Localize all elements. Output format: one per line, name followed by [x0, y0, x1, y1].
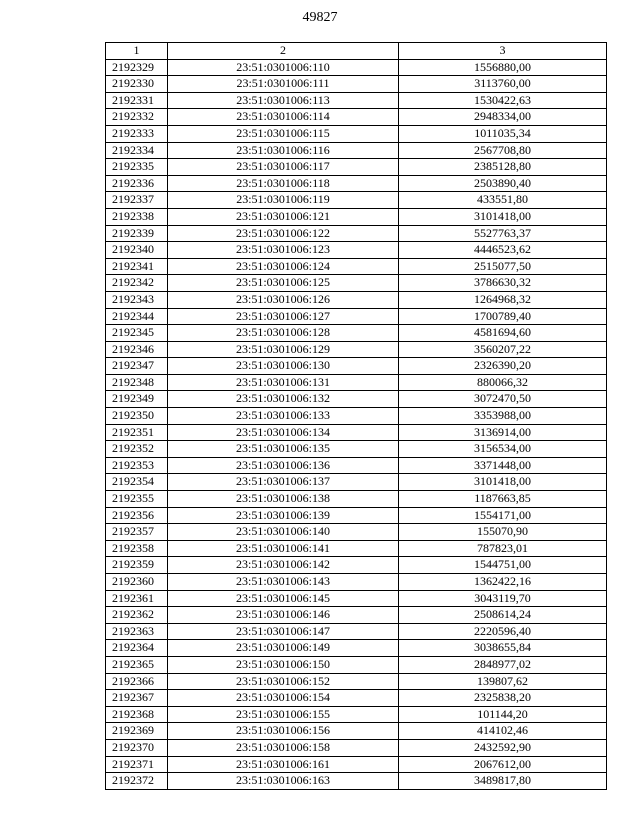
row-number-cell: 2192351	[106, 424, 168, 441]
table-row	[106, 308, 607, 325]
cadastral-value-cell: 4581694,60	[399, 325, 607, 342]
table-row	[106, 640, 607, 657]
table-row	[106, 574, 607, 591]
cadastral-number-cell: 23:51:0301006:161	[168, 756, 399, 773]
row-number-cell: 2192364	[106, 640, 168, 657]
cadastral-value-cell: 2508614,24	[399, 607, 607, 624]
cadastral-value-cell: 433551,80	[399, 192, 607, 209]
cadastral-value-cell: 2567708,80	[399, 142, 607, 159]
cadastral-value-cell: 1530422,63	[399, 92, 607, 109]
cadastral-value-cell: 2325838,20	[399, 690, 607, 707]
row-number-cell: 2192343	[106, 291, 168, 308]
table-row	[106, 291, 607, 308]
row-number-cell: 2192350	[106, 408, 168, 425]
table-row	[106, 208, 607, 225]
cadastral-number-cell: 23:51:0301006:114	[168, 109, 399, 126]
cadastral-number-cell: 23:51:0301006:122	[168, 225, 399, 242]
row-number-cell: 2192367	[106, 690, 168, 707]
cadastral-number-cell: 23:51:0301006:124	[168, 258, 399, 275]
table-row	[106, 125, 607, 142]
cadastral-value-cell: 3136914,00	[399, 424, 607, 441]
cadastral-value-cell: 2503890,40	[399, 175, 607, 192]
table-row	[106, 524, 607, 541]
cadastral-number-cell: 23:51:0301006:142	[168, 557, 399, 574]
cadastral-value-cell: 880066,32	[399, 374, 607, 391]
table-row	[106, 623, 607, 640]
table-row	[106, 341, 607, 358]
row-number-cell: 2192348	[106, 374, 168, 391]
table-row	[106, 457, 607, 474]
cadastral-value-cell: 3353988,00	[399, 408, 607, 425]
cadastral-value-cell: 2515077,50	[399, 258, 607, 275]
cadastral-number-cell: 23:51:0301006:125	[168, 275, 399, 292]
cadastral-value-cell: 2326390,20	[399, 358, 607, 375]
row-number-cell: 2192333	[106, 125, 168, 142]
cadastral-number-cell: 23:51:0301006:113	[168, 92, 399, 109]
table-row	[106, 258, 607, 275]
cadastral-number-cell: 23:51:0301006:145	[168, 590, 399, 607]
row-number-cell: 2192372	[106, 773, 168, 790]
cadastral-number-cell: 23:51:0301006:156	[168, 723, 399, 740]
table-row	[106, 441, 607, 458]
table-row	[106, 59, 607, 76]
table-row	[106, 391, 607, 408]
cadastral-number-cell: 23:51:0301006:163	[168, 773, 399, 790]
cadastral-value-cell: 3101418,00	[399, 208, 607, 225]
row-number-cell: 2192368	[106, 706, 168, 723]
cadastral-value-cell: 2067612,00	[399, 756, 607, 773]
cadastral-value-table	[105, 42, 607, 790]
table-row	[106, 225, 607, 242]
row-number-cell: 2192339	[106, 225, 168, 242]
cadastral-number-cell: 23:51:0301006:123	[168, 242, 399, 259]
cadastral-value-cell: 2848977,02	[399, 656, 607, 673]
row-number-cell: 2192363	[106, 623, 168, 640]
row-number-cell: 2192331	[106, 92, 168, 109]
cadastral-number-cell: 23:51:0301006:129	[168, 341, 399, 358]
cadastral-value-cell: 3101418,00	[399, 474, 607, 491]
table-row	[106, 557, 607, 574]
table-row	[106, 358, 607, 375]
cadastral-number-cell: 23:51:0301006:119	[168, 192, 399, 209]
table-row	[106, 175, 607, 192]
cadastral-value-cell: 1556880,00	[399, 59, 607, 76]
cadastral-number-cell: 23:51:0301006:155	[168, 706, 399, 723]
table-row	[106, 474, 607, 491]
cadastral-number-cell: 23:51:0301006:126	[168, 291, 399, 308]
table-row	[106, 773, 607, 790]
cadastral-value-cell: 101144,20	[399, 706, 607, 723]
cadastral-number-cell: 23:51:0301006:154	[168, 690, 399, 707]
cadastral-number-cell: 23:51:0301006:158	[168, 739, 399, 756]
row-number-cell: 2192349	[106, 391, 168, 408]
row-number-cell: 2192344	[106, 308, 168, 325]
cadastral-value-cell: 3156534,00	[399, 441, 607, 458]
cadastral-value-cell: 1554171,00	[399, 507, 607, 524]
cadastral-value-cell: 139807,62	[399, 673, 607, 690]
table-row	[106, 109, 607, 126]
row-number-cell: 2192366	[106, 673, 168, 690]
cadastral-number-cell: 23:51:0301006:130	[168, 358, 399, 375]
cadastral-value-cell: 3043119,70	[399, 590, 607, 607]
table-row	[106, 142, 607, 159]
row-number-cell: 2192356	[106, 507, 168, 524]
table-row	[106, 374, 607, 391]
cadastral-value-cell: 2432592,90	[399, 739, 607, 756]
cadastral-number-cell: 23:51:0301006:138	[168, 491, 399, 508]
row-number-cell: 2192354	[106, 474, 168, 491]
cadastral-number-cell: 23:51:0301006:134	[168, 424, 399, 441]
cadastral-value-cell: 1187663,85	[399, 491, 607, 508]
table-row	[106, 756, 607, 773]
cadastral-value-cell: 1362422,16	[399, 574, 607, 591]
table-row	[106, 325, 607, 342]
cadastral-number-cell: 23:51:0301006:150	[168, 656, 399, 673]
row-number-cell: 2192357	[106, 524, 168, 541]
cadastral-number-cell: 23:51:0301006:115	[168, 125, 399, 142]
cadastral-number-cell: 23:51:0301006:127	[168, 308, 399, 325]
cadastral-value-cell: 5527763,37	[399, 225, 607, 242]
table-row	[106, 159, 607, 176]
table-row	[106, 507, 607, 524]
row-number-cell: 2192355	[106, 491, 168, 508]
cadastral-number-cell: 23:51:0301006:128	[168, 325, 399, 342]
row-number-cell: 2192329	[106, 59, 168, 76]
cadastral-number-cell: 23:51:0301006:152	[168, 673, 399, 690]
cadastral-number-cell: 23:51:0301006:116	[168, 142, 399, 159]
table-body	[106, 59, 607, 789]
row-number-cell: 2192341	[106, 258, 168, 275]
row-number-cell: 2192340	[106, 242, 168, 259]
cadastral-value-cell: 4446523,62	[399, 242, 607, 259]
cadastral-number-cell: 23:51:0301006:139	[168, 507, 399, 524]
cadastral-value-cell: 414102,46	[399, 723, 607, 740]
column-header-3: 3	[399, 43, 607, 60]
table-row	[106, 491, 607, 508]
row-number-cell: 2192345	[106, 325, 168, 342]
table-row	[106, 424, 607, 441]
cadastral-number-cell: 23:51:0301006:135	[168, 441, 399, 458]
cadastral-value-cell: 1264968,32	[399, 291, 607, 308]
row-number-cell: 2192332	[106, 109, 168, 126]
table-row	[106, 590, 607, 607]
cadastral-value-cell: 3786630,32	[399, 275, 607, 292]
row-number-cell: 2192353	[106, 457, 168, 474]
row-number-cell: 2192362	[106, 607, 168, 624]
cadastral-value-cell: 3560207,22	[399, 341, 607, 358]
cadastral-number-cell: 23:51:0301006:121	[168, 208, 399, 225]
row-number-cell: 2192365	[106, 656, 168, 673]
row-number-cell: 2192337	[106, 192, 168, 209]
cadastral-value-cell: 3371448,00	[399, 457, 607, 474]
cadastral-value-cell: 3489817,80	[399, 773, 607, 790]
row-number-cell: 2192359	[106, 557, 168, 574]
table-row	[106, 739, 607, 756]
cadastral-number-cell: 23:51:0301006:132	[168, 391, 399, 408]
table-row	[106, 92, 607, 109]
cadastral-number-cell: 23:51:0301006:131	[168, 374, 399, 391]
cadastral-number-cell: 23:51:0301006:147	[168, 623, 399, 640]
cadastral-number-cell: 23:51:0301006:140	[168, 524, 399, 541]
row-number-cell: 2192360	[106, 574, 168, 591]
table-row	[106, 656, 607, 673]
cadastral-value-cell: 3113760,00	[399, 76, 607, 93]
table-row	[106, 408, 607, 425]
cadastral-number-cell: 23:51:0301006:141	[168, 540, 399, 557]
table-row	[106, 706, 607, 723]
cadastral-number-cell: 23:51:0301006:110	[168, 59, 399, 76]
cadastral-value-cell: 3038655,84	[399, 640, 607, 657]
table-row	[106, 690, 607, 707]
cadastral-value-cell: 3072470,50	[399, 391, 607, 408]
row-number-cell: 2192330	[106, 76, 168, 93]
cadastral-value-cell: 2948334,00	[399, 109, 607, 126]
cadastral-value-cell: 1544751,00	[399, 557, 607, 574]
table-row	[106, 192, 607, 209]
row-number-cell: 2192352	[106, 441, 168, 458]
table-header-row	[106, 43, 607, 60]
cadastral-value-cell: 155070,90	[399, 524, 607, 541]
row-number-cell: 2192338	[106, 208, 168, 225]
row-number-cell: 2192334	[106, 142, 168, 159]
cadastral-number-cell: 23:51:0301006:118	[168, 175, 399, 192]
cadastral-number-cell: 23:51:0301006:143	[168, 574, 399, 591]
cadastral-number-cell: 23:51:0301006:149	[168, 640, 399, 657]
table-row	[106, 540, 607, 557]
row-number-cell: 2192346	[106, 341, 168, 358]
row-number-cell: 2192335	[106, 159, 168, 176]
cadastral-value-cell: 1011035,34	[399, 125, 607, 142]
page-number: 49827	[302, 10, 338, 25]
column-header-2: 2	[168, 43, 399, 60]
row-number-cell: 2192336	[106, 175, 168, 192]
table-row	[106, 275, 607, 292]
table-row	[106, 723, 607, 740]
table-row	[106, 673, 607, 690]
cadastral-number-cell: 23:51:0301006:133	[168, 408, 399, 425]
cadastral-number-cell: 23:51:0301006:137	[168, 474, 399, 491]
cadastral-value-cell: 787823,01	[399, 540, 607, 557]
cadastral-number-cell: 23:51:0301006:111	[168, 76, 399, 93]
cadastral-value-cell: 1700789,40	[399, 308, 607, 325]
cadastral-number-cell: 23:51:0301006:117	[168, 159, 399, 176]
column-header-1: 1	[106, 43, 168, 60]
row-number-cell: 2192347	[106, 358, 168, 375]
row-number-cell: 2192370	[106, 739, 168, 756]
table-row	[106, 242, 607, 259]
cadastral-value-cell: 2385128,80	[399, 159, 607, 176]
table-row	[106, 76, 607, 93]
row-number-cell: 2192369	[106, 723, 168, 740]
row-number-cell: 2192361	[106, 590, 168, 607]
cadastral-number-cell: 23:51:0301006:146	[168, 607, 399, 624]
row-number-cell: 2192342	[106, 275, 168, 292]
table-row	[106, 607, 607, 624]
row-number-cell: 2192358	[106, 540, 168, 557]
row-number-cell: 2192371	[106, 756, 168, 773]
cadastral-number-cell: 23:51:0301006:136	[168, 457, 399, 474]
cadastral-value-cell: 2220596,40	[399, 623, 607, 640]
